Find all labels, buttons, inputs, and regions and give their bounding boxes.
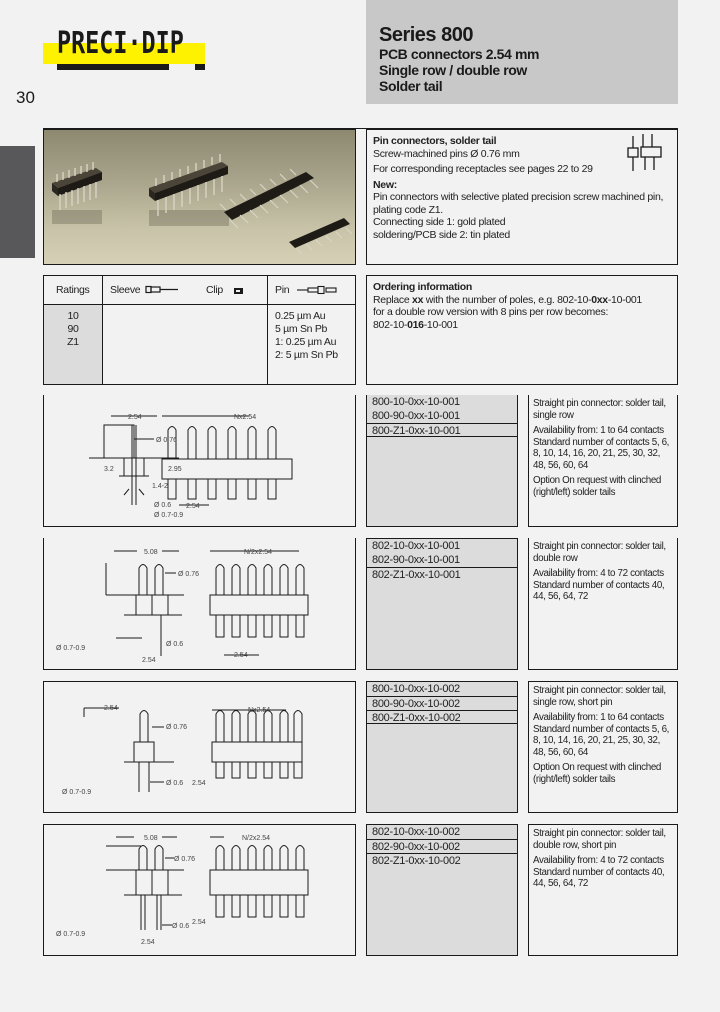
- part-numbers-800-002: [366, 681, 518, 813]
- ordering-bold: xx: [412, 293, 424, 306]
- dim-hole: Ø 0.7-0.9: [154, 512, 184, 519]
- desc-type: Straight pin connector: solder tail, double row: [533, 541, 666, 564]
- clip-header-label: Clip: [206, 284, 223, 296]
- intro-panel: [366, 129, 678, 265]
- series-subtitle-3: Solder tail: [379, 78, 443, 94]
- dim-h3: 2.95: [168, 466, 182, 473]
- ratings-codes: [44, 305, 102, 384]
- dim-pitch: 2.54: [234, 652, 248, 659]
- desc-availability: Availability from: 1 to 64 contacts Standard number of contacts 5, 6, 8, 10, 14, 16, 20, 21, 25, 30, 32, 48, 56, 60, 64: [533, 425, 670, 471]
- dim-pin-dia: Ø 0.76: [178, 571, 200, 578]
- logo-underline: [57, 64, 169, 70]
- part-number: 802-90-0xx-10-002: [367, 839, 517, 853]
- dim-tail-dia: Ø 0.6: [154, 502, 172, 509]
- desc-type: Straight pin connector: solder tail, single row, short pin: [533, 685, 666, 708]
- clip-icon: [233, 287, 245, 295]
- dim-pin-dia: Ø 0.76: [156, 437, 178, 444]
- drawing-800-single-row: [43, 395, 356, 527]
- dim-h2: 3.2: [104, 466, 114, 473]
- ratings-divider-1: [102, 276, 103, 384]
- drawing-802-double-row: [43, 538, 356, 670]
- technical-drawing-double-row-short-pin: [44, 825, 357, 957]
- ordering-text: Replace: [373, 293, 413, 306]
- rating-code: Z1: [67, 336, 79, 348]
- dim-width: 2.54: [128, 414, 142, 421]
- rating-code: 10: [67, 310, 79, 322]
- dim-pitch: 2.54: [186, 503, 200, 510]
- sleeve-header-label: Sleeve: [110, 284, 141, 296]
- dim-pitch: 2.54: [192, 780, 206, 787]
- ordering-bold: 0xx: [591, 293, 608, 306]
- intro-new-label: New:: [373, 178, 397, 191]
- part-number: 800-Z1-0xx-10-001: [367, 423, 517, 437]
- ordering-line-3: [373, 319, 671, 332]
- product-photo: [43, 129, 356, 265]
- pin-header-label: Pin: [275, 284, 290, 296]
- part-number: 800-90-0xx-10-002: [367, 696, 517, 710]
- dim-row: 2.54: [142, 657, 156, 664]
- technical-drawing-double-row: [44, 538, 357, 670]
- ordering-line-1: [373, 294, 671, 307]
- intro-new-line-3: soldering/PCB side 2: tin plated: [373, 228, 510, 241]
- dim-width: 5.08: [144, 835, 158, 842]
- series-header: [366, 0, 678, 104]
- preci-dip-logo: [43, 26, 205, 72]
- ratings-divider-2: [267, 276, 268, 384]
- drawing-802-double-row-short: [43, 824, 356, 956]
- dim-row: 2.54: [141, 939, 155, 946]
- dim-total: N/2x2.54: [242, 835, 271, 842]
- part-number: 802-Z1-0xx-10-002: [367, 853, 517, 867]
- dim-pin-dia: Ø 0.76: [166, 724, 188, 731]
- part-numbers-800-001: [366, 395, 518, 527]
- dim-pitch: 2.54: [192, 919, 206, 926]
- connector-photo-illustration: [44, 130, 356, 265]
- part-numbers-802-001: [366, 538, 518, 670]
- dim-tail-dia: Ø 0.6: [166, 780, 184, 787]
- intro-pin-spec: Screw-machined pins Ø 0.76 mm: [373, 147, 520, 160]
- desc-option: Option On request with clinched (right/left) solder tails: [533, 475, 662, 498]
- technical-drawing-single-row: [44, 395, 357, 527]
- intro-new-line-2: Connecting side 1: gold plated: [373, 216, 506, 228]
- section-tab: [0, 146, 35, 258]
- logo-text: PRECI·DIP: [57, 26, 184, 61]
- desc-option: Option On request with clinched (right/left) solder tails: [533, 762, 662, 785]
- dim-total: Nx2.54: [234, 414, 257, 421]
- pin-connector-symbol-icon: [627, 133, 669, 175]
- description-800-001: [528, 395, 678, 527]
- pin-plating-values: [275, 310, 338, 362]
- dim-width: 5.08: [144, 549, 158, 556]
- part-number: 802-10-0xx-10-001: [372, 540, 460, 552]
- dim-tail: 1.4-2: [152, 483, 168, 490]
- technical-drawing-single-row-short-pin: [44, 682, 357, 814]
- pin-plating-value: 5 µm Sn Pb: [275, 323, 328, 335]
- ordering-bold: 016: [407, 318, 424, 331]
- ratings-header: [44, 276, 355, 305]
- ordering-line-2: for a double row version with 8 pins per row becomes:: [373, 306, 609, 318]
- desc-availability: Availability from: 4 to 72 contacts Standard number of contacts 40, 44, 56, 64, 72: [533, 855, 665, 889]
- intro-title: Pin connectors, solder tail: [373, 135, 497, 147]
- rating-code: 90: [67, 323, 79, 335]
- ordering-text: 802-10-: [373, 318, 408, 331]
- dim-hole: Ø 0.7-0.9: [56, 645, 86, 652]
- dim-pin-dia: Ø 0.76: [174, 856, 196, 863]
- series-subtitle-2: Single row / double row: [379, 62, 527, 78]
- intro-new-line-1: Pin connectors with selective plated precision screw machined pin, plating code Z1.: [373, 191, 664, 216]
- part-number: 802-90-0xx-10-001: [372, 554, 460, 566]
- page-number: 30: [16, 88, 35, 107]
- pin-plating-value: 1: 0.25 µm Au: [275, 336, 337, 348]
- dim-total: N/2x2.54: [244, 549, 273, 556]
- series-subtitle-1: PCB connectors 2.54 mm: [379, 46, 540, 62]
- part-number: 802-Z1-0xx-10-001: [367, 567, 517, 581]
- sleeve-icon: [145, 285, 179, 295]
- part-number: 800-Z1-0xx-10-002: [367, 710, 517, 724]
- dim-tail-dia: Ø 0.6: [166, 641, 184, 648]
- desc-type: Straight pin connector: solder tail, single row: [533, 398, 666, 421]
- description-802-001: [528, 538, 678, 670]
- dim-hole: Ø 0.7-0.9: [62, 789, 92, 796]
- dim-hole: Ø 0.7-0.9: [56, 931, 86, 938]
- part-number: 802-10-0xx-10-002: [372, 826, 460, 838]
- dim-total: Nx2.54: [248, 707, 271, 714]
- part-number: 800-10-0xx-10-002: [372, 683, 460, 695]
- pin-icon: [296, 285, 340, 295]
- pin-plating-value: 2: 5 µm Sn Pb: [275, 349, 338, 361]
- part-numbers-802-002: [366, 824, 518, 956]
- desc-availability: Availability from: 4 to 72 contacts Standard number of contacts 40, 44, 56, 64, 72: [533, 568, 665, 602]
- part-number: 800-10-0xx-10-001: [372, 396, 460, 408]
- ordering-text: -10-001: [423, 318, 458, 331]
- ordering-text: -10-001: [607, 293, 642, 306]
- ordering-info-panel: [366, 275, 678, 385]
- description-802-002: [528, 824, 678, 956]
- dim-tail-dia: Ø 0.6: [172, 923, 190, 930]
- ordering-text: with the number of poles, e.g. 802-10-: [423, 293, 592, 306]
- intro-receptacles-ref: For corresponding receptacles see pages 22 to 29: [373, 163, 593, 175]
- desc-type: Straight pin connector: solder tail, double row, short pin: [533, 828, 666, 851]
- part-number: 800-90-0xx-10-001: [372, 410, 460, 422]
- desc-availability: Availability from: 1 to 64 contacts Standard number of contacts 5, 6, 8, 10, 14, 16, 20, 21, 25, 30, 32, 48, 56, 60, 64: [533, 712, 670, 758]
- series-title: Series 800: [379, 24, 473, 46]
- ratings-header-label: Ratings: [56, 284, 90, 296]
- pin-plating-value: 0.25 µm Au: [275, 310, 326, 322]
- dim-width: 2.54: [104, 705, 118, 712]
- ratings-table: [43, 275, 356, 385]
- ordering-title: Ordering information: [373, 281, 473, 293]
- drawing-800-single-row-short: [43, 681, 356, 813]
- logo-underline-right: [195, 64, 205, 70]
- description-800-002: [528, 681, 678, 813]
